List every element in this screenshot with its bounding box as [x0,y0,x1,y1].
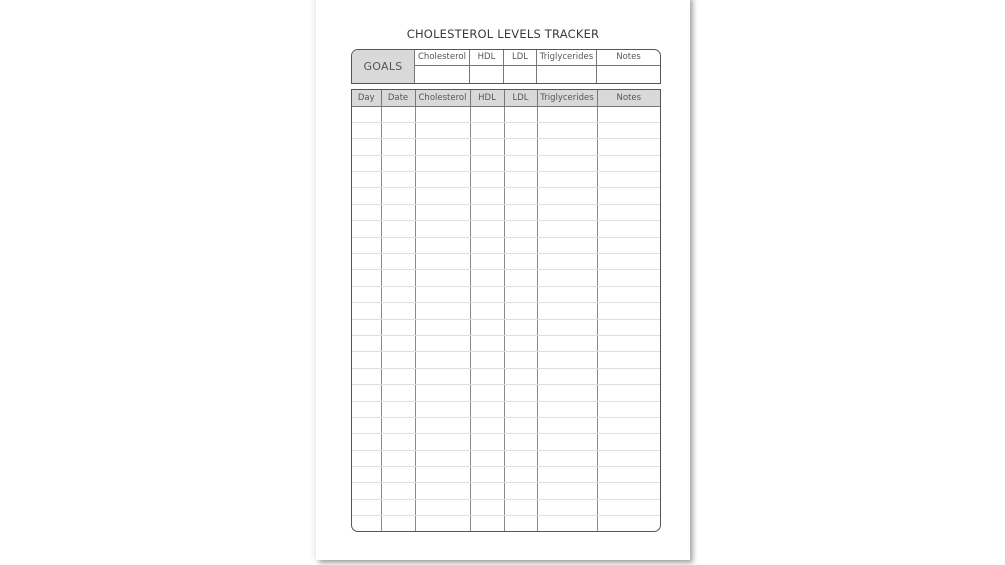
log-cell-notes[interactable] [597,237,660,253]
log-cell-hdl[interactable] [470,254,504,270]
log-cell-date[interactable] [381,221,415,237]
log-cell-date[interactable] [381,172,415,188]
log-cell-date[interactable] [381,434,415,450]
table-row [352,204,660,220]
log-cell-ldl[interactable] [504,319,537,335]
log-cell-day[interactable] [352,204,381,220]
goal-hdl [470,50,504,83]
goal-header: Cholesterol [415,50,469,66]
log-cell-hdl[interactable] [470,319,504,335]
log-cell-cholesterol[interactable] [415,188,470,204]
log-cell-ldl[interactable] [504,188,537,204]
log-cell-triglycerides[interactable] [537,188,597,204]
table-row [352,286,660,302]
log-cell-ldl[interactable] [504,122,537,138]
log-cell-cholesterol[interactable] [415,385,470,401]
log-cell-ldl[interactable] [504,483,537,499]
log-cell-ldl[interactable] [504,499,537,515]
log-cell-ldl[interactable] [504,516,537,532]
log-cell-cholesterol[interactable] [415,155,470,171]
table-row [352,417,660,433]
log-cell-date[interactable] [381,483,415,499]
log-cell-triglycerides[interactable] [537,303,597,319]
log-cell-triglycerides[interactable] [537,516,597,532]
table-row [352,434,660,450]
log-cell-hdl[interactable] [470,303,504,319]
log-cell-triglycerides[interactable] [537,499,597,515]
log-cell-ldl[interactable] [504,450,537,466]
log-table [351,89,661,532]
log-cell-ldl[interactable] [504,352,537,368]
log-cell-cholesterol[interactable] [415,417,470,433]
tracker-page [316,0,690,560]
table-row [352,270,660,286]
log-cell-day[interactable] [352,254,381,270]
log-cell-notes[interactable] [597,155,660,171]
goal-ldl-field[interactable] [504,66,536,83]
log-cell-cholesterol[interactable] [415,335,470,351]
log-cell-hdl[interactable] [470,106,504,122]
log-cell-notes[interactable] [597,270,660,286]
log-cell-ldl[interactable] [504,417,537,433]
log-cell-day[interactable] [352,172,381,188]
log-cell-cholesterol[interactable] [415,286,470,302]
table-row [352,467,660,483]
table-row [352,516,660,532]
log-cell-notes[interactable] [597,352,660,368]
col-header-date: Date [381,90,415,106]
log-cell-cholesterol[interactable] [415,499,470,515]
log-cell-notes[interactable] [597,450,660,466]
log-cell-cholesterol[interactable] [415,237,470,253]
log-cell-ldl[interactable] [504,204,537,220]
log-cell-date[interactable] [381,204,415,220]
log-cell-hdl[interactable] [470,417,504,433]
table-row [352,155,660,171]
log-cell-date[interactable] [381,106,415,122]
log-cell-ldl[interactable] [504,401,537,417]
table-row [352,368,660,384]
goal-header: Triglycerides [537,50,596,66]
log-cell-ldl[interactable] [504,155,537,171]
log-cell-cholesterol[interactable] [415,483,470,499]
log-cell-hdl[interactable] [470,434,504,450]
table-row [352,401,660,417]
log-cell-triglycerides[interactable] [537,155,597,171]
log-cell-cholesterol[interactable] [415,303,470,319]
log-cell-ldl[interactable] [504,237,537,253]
log-cell-date[interactable] [381,401,415,417]
log-cell-date[interactable] [381,450,415,466]
goal-ldl [504,50,537,83]
log-cell-cholesterol[interactable] [415,204,470,220]
log-cell-day[interactable] [352,368,381,384]
log-cell-triglycerides[interactable] [537,401,597,417]
log-cell-triglycerides[interactable] [537,139,597,155]
table-row [352,254,660,270]
log-cell-triglycerides[interactable] [537,319,597,335]
table-row [352,450,660,466]
page-title: CHOLESTEROL LEVELS TRACKER [406,27,600,41]
goal-notes-field[interactable] [597,66,660,83]
log-cell-triglycerides[interactable] [537,385,597,401]
log-cell-day[interactable] [352,385,381,401]
log-cell-ldl[interactable] [504,368,537,384]
col-header-triglycerides: Triglycerides [537,90,597,106]
log-cell-ldl[interactable] [504,270,537,286]
log-cell-notes[interactable] [597,303,660,319]
log-cell-ldl[interactable] [504,254,537,270]
log-cell-notes[interactable] [597,483,660,499]
col-header-hdl: HDL [470,90,504,106]
log-cell-day[interactable] [352,352,381,368]
log-cell-day[interactable] [352,483,381,499]
log-cell-hdl[interactable] [470,368,504,384]
log-cell-day[interactable] [352,270,381,286]
log-cell-date[interactable] [381,122,415,138]
log-cell-triglycerides[interactable] [537,237,597,253]
log-cell-ldl[interactable] [504,106,537,122]
table-row [352,499,660,515]
table-row [352,106,660,122]
log-cell-date[interactable] [381,286,415,302]
log-cell-day[interactable] [352,155,381,171]
log-cell-hdl[interactable] [470,483,504,499]
log-cell-day[interactable] [352,450,381,466]
log-cell-notes[interactable] [597,204,660,220]
log-cell-notes[interactable] [597,516,660,532]
log-cell-day[interactable] [352,335,381,351]
log-cell-date[interactable] [381,254,415,270]
log-cell-date[interactable] [381,516,415,532]
log-cell-ldl[interactable] [504,172,537,188]
log-cell-ldl[interactable] [504,139,537,155]
log-cell-triglycerides[interactable] [537,335,597,351]
goal-cholesterol [415,50,470,83]
log-cell-hdl[interactable] [470,335,504,351]
log-cell-triglycerides[interactable] [537,368,597,384]
log-cell-notes[interactable] [597,467,660,483]
log-cell-day[interactable] [352,417,381,433]
log-cell-cholesterol[interactable] [415,122,470,138]
log-cell-cholesterol[interactable] [415,401,470,417]
log-cell-date[interactable] [381,155,415,171]
log-cell-triglycerides[interactable] [537,467,597,483]
table-row [352,122,660,138]
log-cell-triglycerides[interactable] [537,254,597,270]
log-cell-date[interactable] [381,319,415,335]
table-row [352,221,660,237]
log-cell-hdl[interactable] [470,286,504,302]
log-cell-notes[interactable] [597,335,660,351]
log-cell-triglycerides[interactable] [537,172,597,188]
log-cell-day[interactable] [352,237,381,253]
log-cell-hdl[interactable] [470,237,504,253]
log-cell-notes[interactable] [597,221,660,237]
log-cell-triglycerides[interactable] [537,352,597,368]
col-header-notes: Notes [597,90,660,106]
table-row [352,188,660,204]
log-cell-date[interactable] [381,139,415,155]
log-cell-day[interactable] [352,286,381,302]
log-cell-ldl[interactable] [504,385,537,401]
log-cell-date[interactable] [381,352,415,368]
log-cell-ldl[interactable] [504,303,537,319]
log-cell-notes[interactable] [597,254,660,270]
log-cell-ldl[interactable] [504,434,537,450]
log-cell-cholesterol[interactable] [415,139,470,155]
goal-triglycerides [537,50,597,83]
log-cell-hdl[interactable] [470,172,504,188]
log-cell-ldl[interactable] [504,335,537,351]
log-cell-day[interactable] [352,122,381,138]
table-row [352,385,660,401]
log-cell-cholesterol[interactable] [415,319,470,335]
table-row [352,483,660,499]
log-cell-hdl[interactable] [470,221,504,237]
log-cell-cholesterol[interactable] [415,221,470,237]
log-cell-day[interactable] [352,401,381,417]
log-cell-date[interactable] [381,417,415,433]
log-cell-hdl[interactable] [470,204,504,220]
log-cell-day[interactable] [352,499,381,515]
log-cell-ldl[interactable] [504,221,537,237]
log-cell-notes[interactable] [597,122,660,138]
goal-notes [597,50,660,83]
log-cell-cholesterol[interactable] [415,172,470,188]
goal-header: LDL [504,50,536,66]
log-cell-notes[interactable] [597,499,660,515]
log-cell-cholesterol[interactable] [415,270,470,286]
log-cell-day[interactable] [352,467,381,483]
log-cell-hdl[interactable] [470,352,504,368]
log-cell-notes[interactable] [597,319,660,335]
goal-header: HDL [470,50,503,66]
log-cell-triglycerides[interactable] [537,483,597,499]
log-cell-day[interactable] [352,319,381,335]
log-cell-hdl[interactable] [470,467,504,483]
log-cell-cholesterol[interactable] [415,352,470,368]
log-cell-notes[interactable] [597,106,660,122]
log-cell-hdl[interactable] [470,499,504,515]
log-cell-day[interactable] [352,106,381,122]
goals-table [351,49,661,84]
goal-hdl-field[interactable] [470,66,503,83]
log-cell-cholesterol[interactable] [415,254,470,270]
goal-cholesterol-field[interactable] [415,66,469,83]
table-row [352,319,660,335]
table-row [352,352,660,368]
log-cell-hdl[interactable] [470,122,504,138]
log-cell-notes[interactable] [597,286,660,302]
log-cell-hdl[interactable] [470,155,504,171]
col-header-ldl: LDL [504,90,537,106]
log-cell-notes[interactable] [597,139,660,155]
log-cell-hdl[interactable] [470,401,504,417]
log-header-row [352,90,660,106]
log-cell-cholesterol[interactable] [415,450,470,466]
log-cell-triglycerides[interactable] [537,434,597,450]
log-cell-triglycerides[interactable] [537,450,597,466]
log-cell-cholesterol[interactable] [415,368,470,384]
log-cell-day[interactable] [352,434,381,450]
log-cell-notes[interactable] [597,385,660,401]
log-cell-day[interactable] [352,221,381,237]
log-cell-ldl[interactable] [504,467,537,483]
log-cell-notes[interactable] [597,188,660,204]
log-cell-date[interactable] [381,368,415,384]
log-cell-date[interactable] [381,303,415,319]
log-cell-day[interactable] [352,516,381,532]
goals-label: GOALS [352,50,415,83]
log-cell-triglycerides[interactable] [537,270,597,286]
log-cell-day[interactable] [352,303,381,319]
log-cell-notes[interactable] [597,401,660,417]
log-cell-hdl[interactable] [470,516,504,532]
log-cell-date[interactable] [381,385,415,401]
log-cell-notes[interactable] [597,172,660,188]
log-cell-date[interactable] [381,270,415,286]
log-cell-day[interactable] [352,139,381,155]
log-cell-hdl[interactable] [470,450,504,466]
log-cell-date[interactable] [381,499,415,515]
table-row [352,335,660,351]
log-body [352,106,660,532]
log-cell-triglycerides[interactable] [537,204,597,220]
log-cell-hdl[interactable] [470,270,504,286]
log-cell-cholesterol[interactable] [415,106,470,122]
goal-triglycerides-field[interactable] [537,66,596,83]
log-cell-hdl[interactable] [470,188,504,204]
log-cell-triglycerides[interactable] [537,122,597,138]
log-cell-triglycerides[interactable] [537,221,597,237]
log-cell-date[interactable] [381,188,415,204]
log-cell-date[interactable] [381,237,415,253]
log-cell-date[interactable] [381,467,415,483]
log-cell-cholesterol[interactable] [415,434,470,450]
log-cell-triglycerides[interactable] [537,106,597,122]
goal-header: Notes [597,50,660,66]
log-cell-cholesterol[interactable] [415,467,470,483]
table-row [352,139,660,155]
log-cell-notes[interactable] [597,417,660,433]
log-cell-triglycerides[interactable] [537,286,597,302]
log-cell-ldl[interactable] [504,286,537,302]
log-cell-date[interactable] [381,335,415,351]
log-cell-day[interactable] [352,188,381,204]
table-row [352,172,660,188]
log-cell-triglycerides[interactable] [537,417,597,433]
table-row [352,237,660,253]
col-header-cholesterol: Cholesterol [415,90,470,106]
log-cell-hdl[interactable] [470,139,504,155]
log-cell-notes[interactable] [597,368,660,384]
log-cell-hdl[interactable] [470,385,504,401]
table-row [352,303,660,319]
log-cell-notes[interactable] [597,434,660,450]
col-header-day: Day [352,90,381,106]
log-cell-cholesterol[interactable] [415,516,470,532]
